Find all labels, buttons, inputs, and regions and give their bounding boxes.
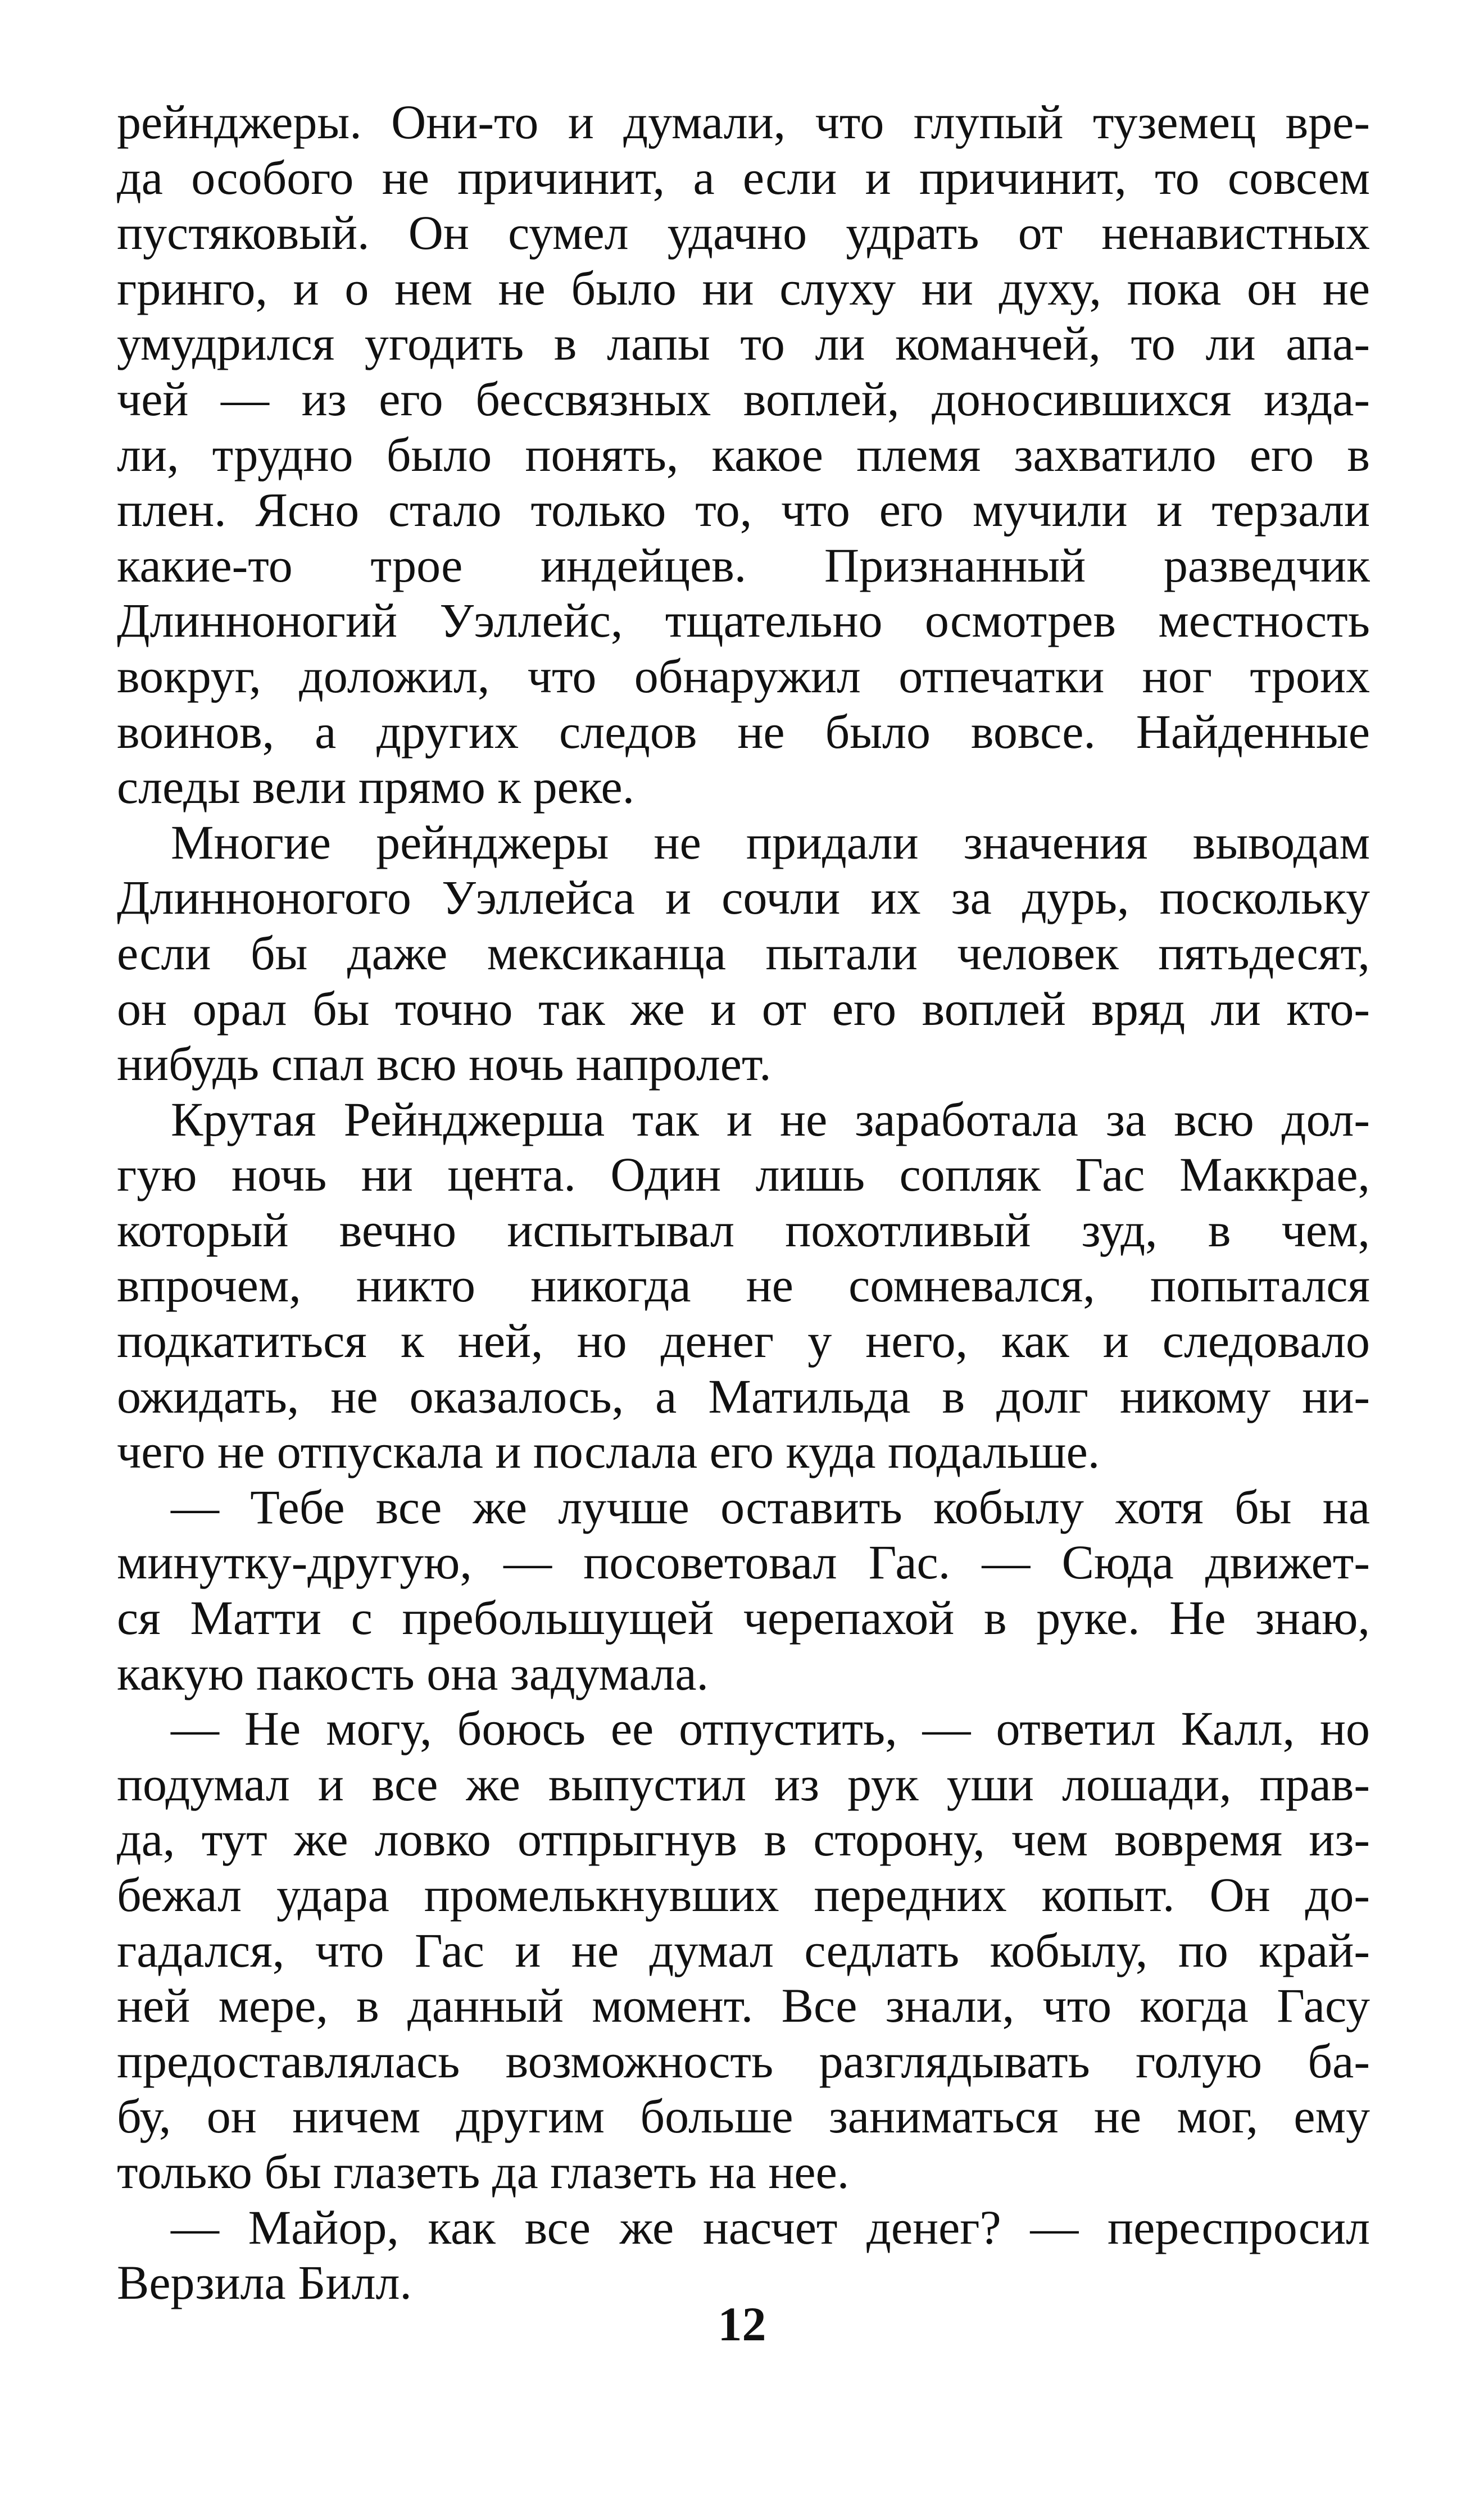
text-line: минутку-другую, — посоветовал Гас. — Сюда движет- <box>117 1535 1370 1590</box>
text-line: ней мере, в данный момент. Все знали, что когда Гасу <box>117 1978 1370 2033</box>
text-line: плен. Ясно стало только то, что его мучили и терзали <box>117 483 1370 537</box>
text-line: бу, он ничем другим больше заниматься не мог, ему <box>117 2089 1370 2144</box>
text-line: чей — из его бессвязных воплей, доносившихся изда- <box>117 371 1370 426</box>
text-line: впрочем, никто никогда не сомневался, попытался <box>117 1258 1370 1313</box>
text-line: умудрился угодить в лапы то ли команчей, то ли апа- <box>117 316 1370 371</box>
text-line: — Не могу, боюсь ее отпустить, — ответил Калл, но <box>171 1701 1370 1756</box>
text-line: ли, трудно было понять, какое племя захватило его в <box>117 427 1370 482</box>
text-line: рейнджеры. Они-то и думали, что глупый туземец вре- <box>117 95 1370 149</box>
page-body <box>117 94 1370 2311</box>
text-line: Верзила Билл. <box>117 2255 412 2310</box>
text-line: следы вели прямо к реке. <box>117 760 635 814</box>
text-line: Длинноногого Уэллейса и сочли их за дурь, поскольку <box>117 870 1370 925</box>
text-line: какие-то трое индейцев. Признанный разведчик <box>117 538 1370 592</box>
text-line: он орал бы точно так же и от его воплей вряд ли кто- <box>117 981 1370 1036</box>
page-number: 12 <box>718 2297 766 2351</box>
text-line: Длинноногий Уэллейс, тщательно осмотрев местность <box>117 593 1370 648</box>
text-line: подкатиться к ней, но денег у него, как и следовало <box>117 1314 1370 1368</box>
text-line: Многие рейнджеры не придали значения выводам <box>171 815 1370 869</box>
text-line: пустяковый. Он сумел удачно удрать от ненавистных <box>117 206 1370 260</box>
text-line: ся Матти с пребольшущей черепахой в руке. Не знаю, <box>117 1591 1370 1645</box>
text-line: если бы даже мексиканца пытали человек пятьдесят, <box>117 925 1370 980</box>
text-line: предоставлялась возможность разглядывать голую ба- <box>117 2034 1370 2088</box>
text-line: гую ночь ни цента. Один лишь сопляк Гас Маккрае, <box>117 1147 1370 1202</box>
text-line: да особого не причинит, а если и причинит, то совсем <box>117 150 1370 205</box>
text-line: гадался, что Гас и не думал седлать кобылу, по край- <box>117 1923 1370 1977</box>
text-line: бежал удара промелькнувших передних копыт. Он до- <box>117 1868 1370 1922</box>
text-line: ожидать, не оказалось, а Матильда в долг никому ни- <box>117 1369 1370 1423</box>
text-line: — Тебе все же лучше оставить кобылу хотя бы на <box>171 1479 1370 1534</box>
text-line: чего не отпускала и послала его куда подальше. <box>117 1424 1100 1479</box>
text-line: какую пакость она задумала. <box>117 1646 709 1700</box>
text-line: вокруг, доложил, что обнаружил отпечатки ног троих <box>117 648 1370 703</box>
text-line: да, тут же ловко отпрыгнув в сторону, чем вовремя из- <box>117 1812 1370 1867</box>
text-line: — Майор, как все же насчет денег? — переспросил <box>171 2200 1370 2254</box>
text-line: гринго, и о нем не было ни слуху ни духу, пока он не <box>117 261 1370 315</box>
text-line: подумал и все же выпустил из рук уши лошади, прав- <box>117 1756 1370 1811</box>
text-line: Крутая Рейнджерша так и не заработала за всю дол- <box>171 1092 1370 1146</box>
text-line: нибудь спал всю ночь напролет. <box>117 1037 772 1091</box>
text-line: только бы глазеть да глазеть на нее. <box>117 2144 850 2199</box>
text-line: воинов, а других следов не было вовсе. Найденные <box>117 704 1370 759</box>
text-line: который вечно испытывал похотливый зуд, в чем, <box>117 1202 1370 1257</box>
